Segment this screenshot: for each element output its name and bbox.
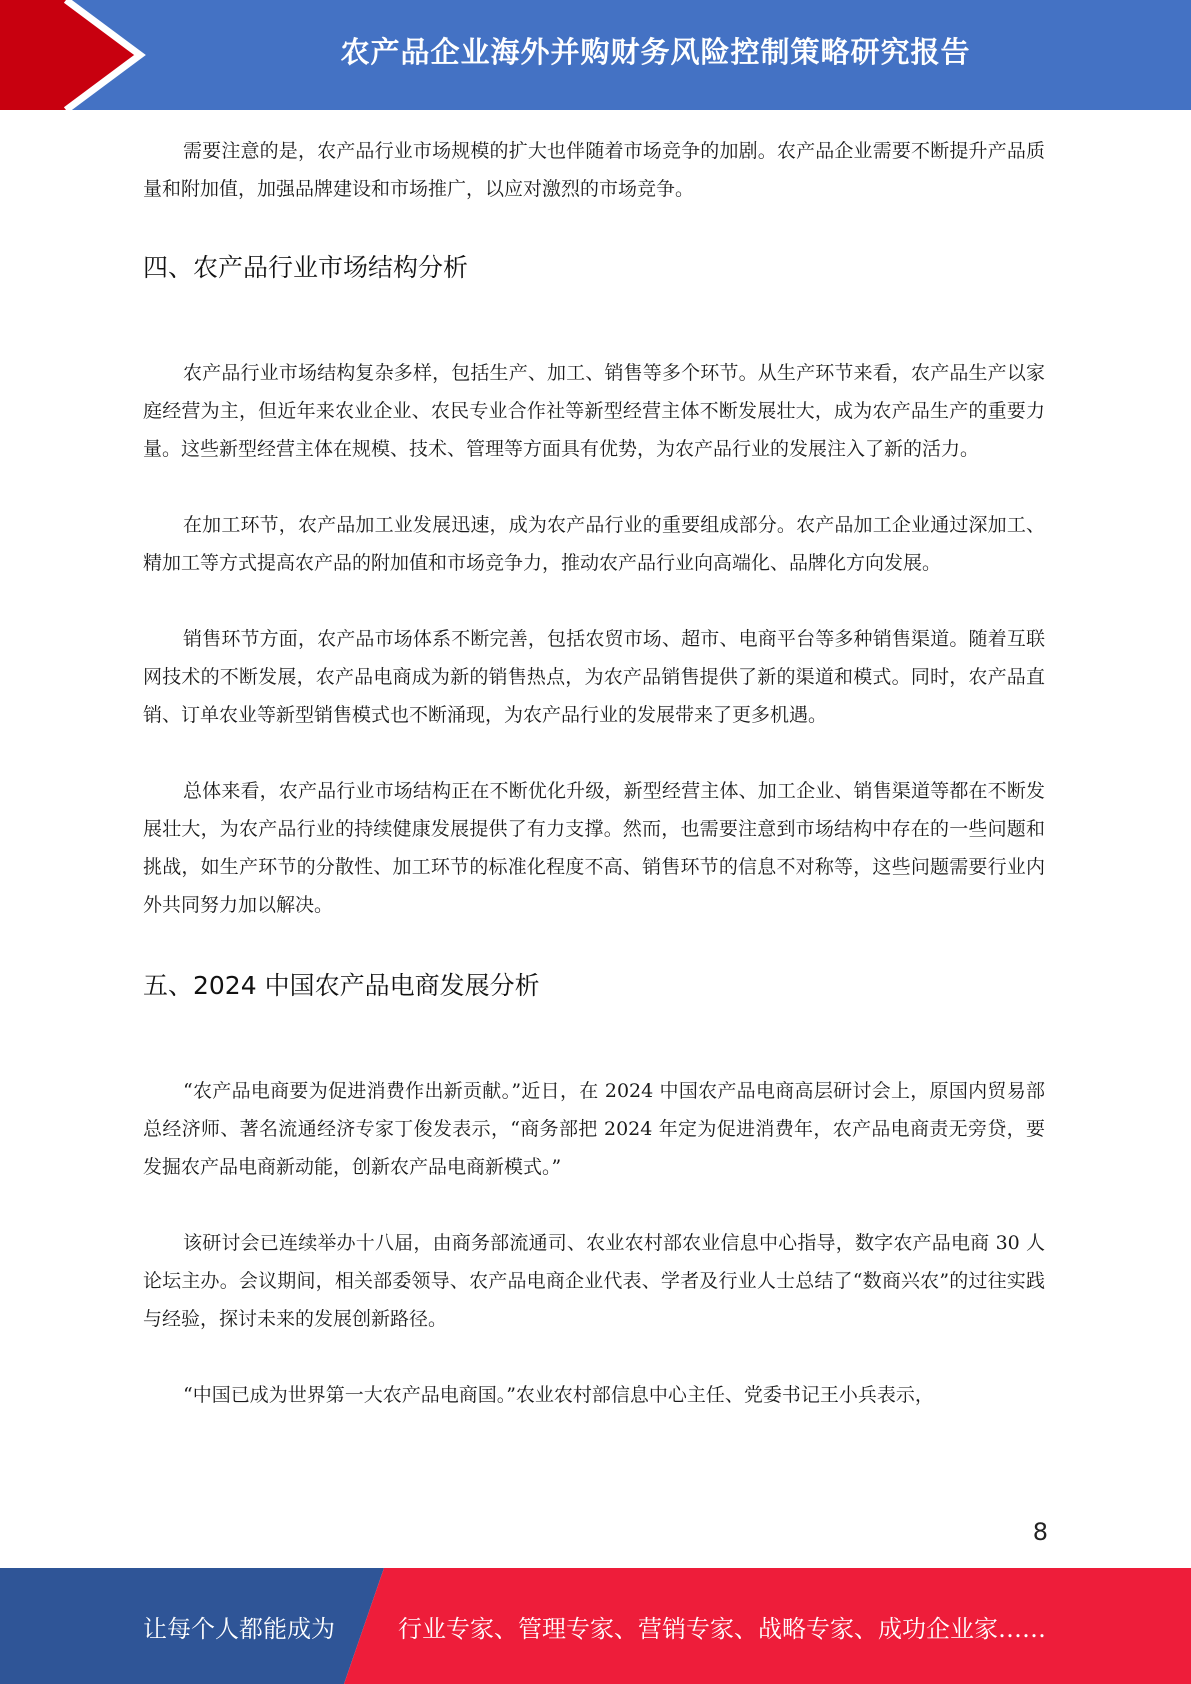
paragraph: 该研讨会已连续举办十八届，由商务部流通司、农业农村部农业信息中心指导，数字农产品电商 30 人论坛主办。会议期间，相关部委领导、农产品电商企业代表、学者及行业人士总结了“数商兴农”的过往实践与经验，探讨未来的发展创新路径。 bbox=[143, 1232, 1045, 1330]
document-body bbox=[143, 132, 1045, 1414]
header-band bbox=[0, 0, 1191, 110]
paragraph: 农产品行业市场结构复杂多样，包括生产、加工、销售等多个环节。从生产环节来看，农产品生产以家庭经营为主，但近年来农业企业、农民专业合作社等新型经营主体不断发展壮大，成为农产品生产的重要力量。这些新型经营主体在规模、技术、管理等方面具有优势，为农产品行业的发展注入了新的活力。 bbox=[143, 362, 1045, 460]
section-heading-5: 五、2024 中国农产品电商发展分析 bbox=[143, 971, 540, 1000]
paragraph: “中国已成为世界第一大农产品电商国。”农业农村部信息中心主任、党委书记王小兵表示， bbox=[183, 1384, 934, 1406]
header-chevron-icon bbox=[0, 0, 160, 110]
section-heading-4: 四、农产品行业市场结构分析 bbox=[143, 253, 469, 282]
footer-slogan-left: 让每个人都能成为 bbox=[143, 1614, 335, 1643]
paragraph: 总体来看，农产品行业市场结构正在不断优化升级，新型经营主体、加工企业、销售渠道等都在不断发展壮大，为农产品行业的持续健康发展提供了有力支撑。然而，也需要注意到市场结构中存在的一些问题和挑战，如生产环节的分散性、加工环节的标准化程度不高、销售环节的信息不对称等，这些问题需要行业内外共同努力加以解决。 bbox=[143, 780, 1045, 916]
paragraph: 销售环节方面，农产品市场体系不断完善，包括农贸市场、超市、电商平台等多种销售渠道。随着互联网技术的不断发展，农产品电商成为新的销售热点，为农产品销售提供了新的渠道和模式。同时，农产品直销、订单农业等新型销售模式也不断涌现，为农产品行业的发展带来了更多机遇。 bbox=[143, 628, 1045, 726]
page-number: 8 bbox=[1032, 1518, 1048, 1546]
chevron-red-shape bbox=[0, 0, 140, 110]
paragraph: 需要注意的是，农产品行业市场规模的扩大也伴随着市场竞争的加剧。农产品企业需要不断提升产品质量和附加值，加强品牌建设和市场推广，以应对激烈的市场竞争。 bbox=[143, 140, 1045, 200]
footer-slogan-right: 行业专家、管理专家、营销专家、战略专家、成功企业家…… bbox=[398, 1614, 1046, 1643]
paragraph: “农产品电商要为促进消费作出新贡献。”近日，在 2024 中国农产品电商高层研讨会上，原国内贸易部总经济师、著名流通经济专家丁俊发表示，“商务部把 2024 年定为促进消费年，农产品电商责无旁贷，要发掘农产品电商新动能，创新农产品电商新模式。” bbox=[143, 1080, 1045, 1178]
paragraph: 在加工环节，农产品加工业发展迅速，成为农产品行业的重要组成部分。农产品加工企业通过深加工、精加工等方式提高农产品的附加值和市场竞争力，推动农产品行业向高端化、品牌化方向发展。 bbox=[143, 514, 1045, 574]
report-title: 农产品企业海外并购财务风险控制策略研究报告 bbox=[340, 34, 971, 69]
footer-band bbox=[0, 1568, 1191, 1684]
